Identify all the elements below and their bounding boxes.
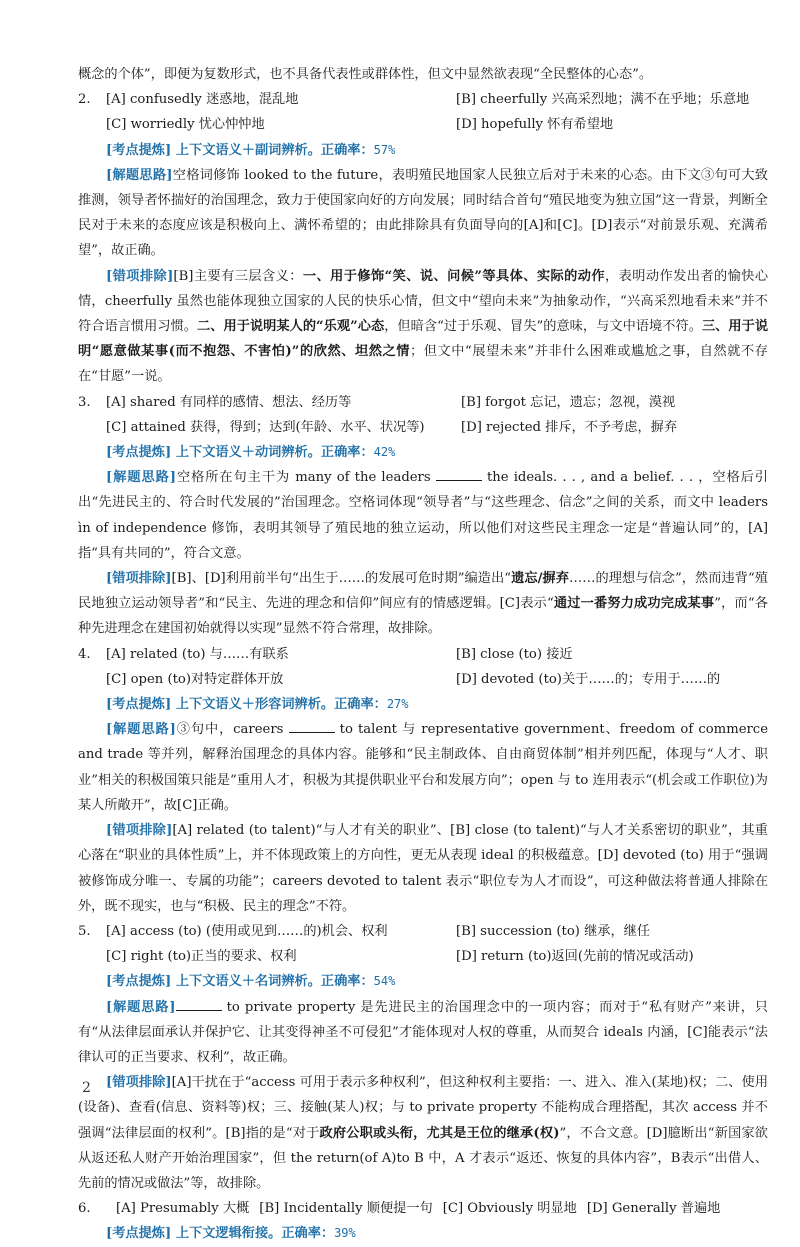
q5-key-point xyxy=(106,969,768,994)
answer-blank xyxy=(176,998,222,1011)
solution-label: [解题思路] xyxy=(106,470,177,486)
q4-option-d: [D] devoted (to)关于……的；专用于……的 xyxy=(456,671,721,687)
elimination-label: [错项排除] xyxy=(106,571,172,587)
elimination-text: [A]干扰在于“access 可用于表示多种权利”，但这种权利主要指：一、进入、准入(某地)权；二、使用(设备)、查看(信息、资料等)权；三、接触(某人)权；与 to private property 不能构成合理搭配，其次 access 并不强调“法律层面的权利”。[B]指的是“对于 xyxy=(78,1075,769,1141)
intro-text: 概念的个体”，即便为复数形式，也不具备代表性或群体性，但文中显然欲表现“全民整体的心态”。 xyxy=(78,67,653,82)
solution-text: ③句中，careers xyxy=(175,722,284,738)
solution-text: the ideals. . . , and a belief. . . ，空格后引出“先进民主的、符合时代发展的”治国理念。空格词体现“领导者”与“这些理念、信念”之间的关系，而文中 leaders ìn of independence 修饰，表明其领导了殖民地的独立运动，所以他们对这些民主理念一定是“普遍认同”的，[A]指“具有共同的”，符合文意。 xyxy=(78,470,768,561)
elimination-text: [B]、[D]利用前半句“出生于……的发展可危时期”编造出“ xyxy=(171,571,512,587)
emphasis-text: 一、用于修饰“笑、说、问候”等具体、实际的动作 xyxy=(302,268,605,284)
q3-key-point xyxy=(106,440,768,465)
key-point-label: [考点提炼] xyxy=(106,445,172,461)
emphasis-text: 二、用于说明某人的“乐观”心态 xyxy=(197,319,385,335)
q6-key-point xyxy=(106,1221,768,1246)
q5-elimination xyxy=(78,1070,768,1196)
elimination-text: ，但暗含“过于乐观、冒失”的意味，与文中语境不符。 xyxy=(384,319,702,335)
elimination-text: ……的理想与信念”，然而违背“殖民地独立运动领导者”和“民主、先进的理念和信仰”间应有的情感逻辑。[C]表示“ xyxy=(78,571,768,612)
answer-blank xyxy=(436,468,482,481)
q3-solution xyxy=(78,465,768,566)
q3-elimination xyxy=(78,566,768,642)
elimination-label: [错项排除] xyxy=(106,823,173,839)
q3-option-c: [C] attained 获得，得到；达到(年龄、水平、状况等) xyxy=(106,419,425,435)
elimination-text: ”，不合文意。[D]臆断出“新国家欲从返还私人财产开始治理国家”，但 the return(of A)to B 中，A 才表示“返还、恢复的具体内容”，B表示“出借人、先前的情况或做法”等，故排除。 xyxy=(78,1125,768,1191)
elimination-text: ；但文中“展望未来”并非什么困难或尴尬之事，自然就不存在“甘愿”一说。 xyxy=(78,344,768,385)
q4-option-b: [B] close (to) 接近 xyxy=(456,646,573,662)
q2-option-b: [B] cheerfully 兴高采烈地；满不在乎地；乐意地 xyxy=(456,92,750,108)
q5-option-a: [A] access (to) (使用或见到……的)机会、权利 xyxy=(106,923,388,939)
accuracy-rate: 42% xyxy=(373,445,396,460)
q5-option-d: [D] return (to)返回(先前的情况或活动) xyxy=(456,949,694,965)
q2-options-row2 xyxy=(78,112,768,137)
q3-options-row1 xyxy=(78,390,768,415)
emphasis-text: 三、用于说明“愿意做某事(而不抱怨、不害怕)”的欣然、坦然之情 xyxy=(78,319,769,360)
q3-option-d: [D] rejected 排斥，不予考虑，摒弃 xyxy=(461,419,678,435)
q3-option-b: [B] forgot 忘记，遗忘；忽视，漠视 xyxy=(461,394,676,410)
q3-number: 3. xyxy=(78,394,91,410)
intro-line xyxy=(78,62,768,87)
q5-number: 5. xyxy=(78,923,91,939)
q5-options-row1 xyxy=(78,919,768,944)
q6-option-c: [C] Obviously 明显地 xyxy=(442,1201,577,1217)
solution-label: [解题思路] xyxy=(106,722,176,738)
solution-text: 空格词修饰 looked to the future，表明殖民地国家人民独立后对于未来的心态。由下文③句可大致推测，领导者怀揣好的治国理念，致力于使国家向好的方向发展；同时结合首句“殖民地变为独立国”这一背景，判断全民对于未来的态度应该是积极向上、满怀希望的；由此排除具有负面导向的[A]和[C]。[D]表示“对前景乐观、充满希望”，故正确。 xyxy=(78,167,768,259)
q4-option-a: [A] related (to) 与……有联系 xyxy=(106,646,289,662)
q2-option-c: [C] worriedly 忧心忡忡地 xyxy=(106,117,265,133)
q6-option-a: [A] Presumably 大概 xyxy=(116,1201,250,1217)
solution-text: to talent 与 representative government、freedom of commerce and trade 等并列，解释治国理念的具体内容。能够和“民主制政体、自由商贸体制”相并列匹配，体现与“人才、职业”相关的积极国策只能是“重用人才，积极为其提供职业平台和发展方向”；open 与 to 连用表示“(机会或工作职位)为某人所敞开”，故[C]正确。 xyxy=(78,722,768,813)
q4-options-row1 xyxy=(78,642,768,667)
q6-number: 6. xyxy=(78,1201,91,1217)
q4-number: 4. xyxy=(78,646,91,662)
page-number: 2 xyxy=(82,1080,91,1096)
accuracy-rate: 39% xyxy=(334,1226,356,1241)
q4-options-row2 xyxy=(78,667,768,692)
elimination-text: ”，而“各种先进理念在建国初始就得以实现”显然不符合常理，故排除。 xyxy=(78,596,769,637)
emphasis-text: 政府公职或头衔，尤其是王位的继承(权) xyxy=(319,1125,560,1141)
key-point-text: 上下文语义＋形容词辨析。正确率： xyxy=(175,697,387,713)
emphasis-text: 通过一番努力成功完成某事 xyxy=(553,596,715,612)
q2-elimination xyxy=(78,264,768,390)
elimination-label: [错项排除] xyxy=(106,1075,172,1091)
elimination-text: ，表明动作发出者的愉快心情，cheerfully 虽然也能体现独立国家的人民的快乐心情，但文中“望向未来”为抽象动作，“兴高采烈地看未来”并不符合语言惯用习惯。 xyxy=(78,268,769,335)
q3-options-row2 xyxy=(78,415,768,440)
q2-options-row1 xyxy=(78,87,768,112)
solution-label: [解题思路] xyxy=(106,999,176,1015)
accuracy-rate: 54% xyxy=(373,974,396,989)
accuracy-rate: 57% xyxy=(373,142,396,157)
key-point-text: 上下文语义＋动词辨析。正确率： xyxy=(175,445,374,461)
q5-solution xyxy=(78,995,768,1071)
q2-option-a: [A] confusedly 迷惑地，混乱地 xyxy=(106,92,299,108)
key-point-text: 上下文语义＋名词辨析。正确率： xyxy=(175,974,374,990)
solution-label: [解题思路] xyxy=(106,167,173,183)
q2-key-point xyxy=(106,138,768,163)
q5-option-c: [C] right (to)正当的要求、权利 xyxy=(106,949,297,965)
q6-option-d: [D] Generally 普遍地 xyxy=(586,1201,721,1217)
elimination-text: [B]主要有三层含义： xyxy=(173,268,303,284)
solution-text: 空格所在句主干为 many of the leaders xyxy=(176,470,431,486)
key-point-text: 上下文逻辑衔接。正确率： xyxy=(175,1226,335,1242)
q3-option-a: [A] shared 有同样的感情、想法、经历等 xyxy=(106,394,352,410)
q4-elimination xyxy=(78,818,768,919)
solution-text: to private property 是先进民主的治国理念中的一项内容；而对于“私有财产”来讲，只有“从法律层面承认并保护它、让其变得神圣不可侵犯”才能体现对人权的尊重，从而契合 ideals 内涵，[C]能表示“法律认可的正当要求、权利”，故正确。 xyxy=(78,999,768,1065)
answer-blank xyxy=(289,720,335,733)
q2-solution xyxy=(78,163,768,264)
key-point-label: [考点提炼] xyxy=(106,974,172,990)
elimination-text: [A] related (to talent)“与人才有关的职业”、[B] close (to talent)“与人才关系密切的职业”，其重心落在“职业的具体性质”上，并不体现政策上的方向性，更无从表现 ideal 的积极蕴意。[D] devoted (to) 用于“强调被修饰成分唯一、专属的功能”；careers devoted to talent 表示“职位专为人才而设”，可这种做法将普通人排除在外，既不现实，也与“积极、民主的理念”不符。 xyxy=(78,823,768,914)
q5-option-b: [B] succession (to) 继承，继任 xyxy=(456,923,651,939)
key-point-label: [考点提炼] xyxy=(106,697,172,713)
q6-option-b: [B] Incidentally 顺便提一句 xyxy=(259,1201,433,1217)
elimination-label: [错项排除] xyxy=(106,268,174,284)
q4-key-point xyxy=(106,692,768,717)
key-point-text: 上下文语义＋副词辨析。正确率： xyxy=(175,142,374,158)
q2-number: 2. xyxy=(78,92,91,108)
key-point-label: [考点提炼] xyxy=(106,1226,172,1242)
q4-solution xyxy=(78,717,768,818)
q2-option-d: [D] hopefully 怀有希望地 xyxy=(456,117,614,133)
emphasis-text: 遗忘/摒弃 xyxy=(511,571,570,587)
q6-options-row xyxy=(78,1196,768,1221)
key-point-label: [考点提炼] xyxy=(106,142,172,158)
q4-option-c: [C] open (to)对特定群体开放 xyxy=(106,671,284,687)
accuracy-rate: 27% xyxy=(386,697,409,712)
q5-options-row2 xyxy=(78,944,768,969)
